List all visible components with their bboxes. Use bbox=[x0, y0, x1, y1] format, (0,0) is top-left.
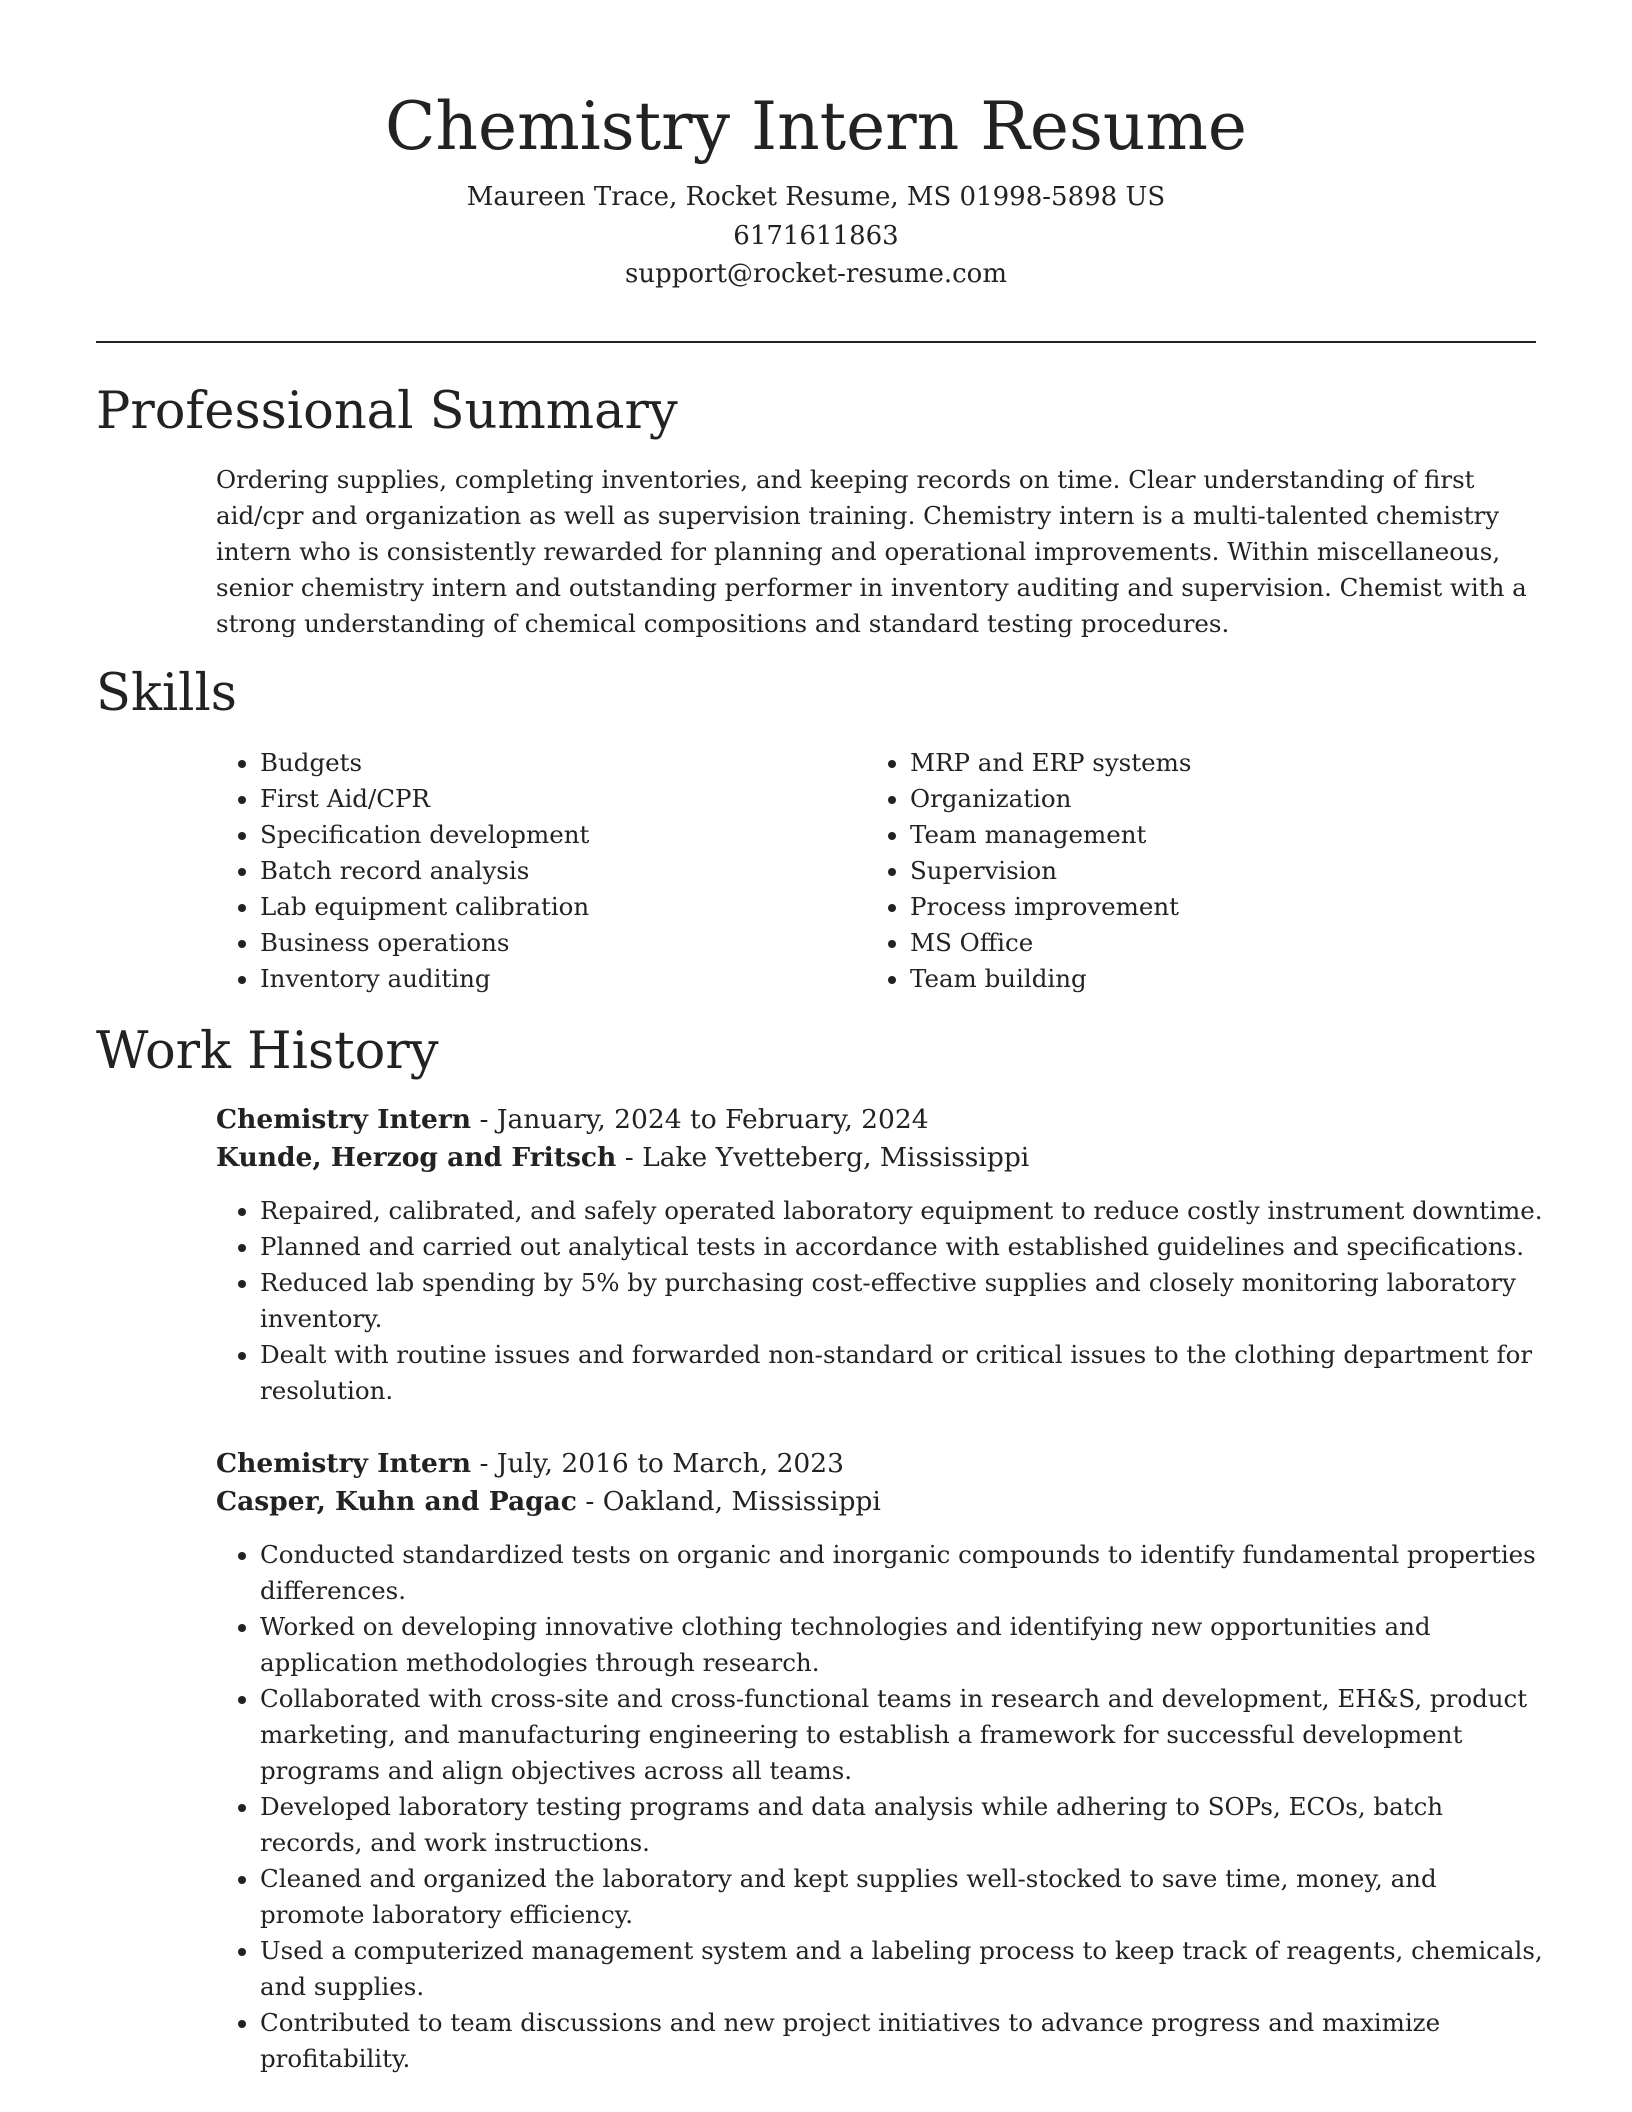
skill-item: • Specification development bbox=[260, 817, 866, 853]
job-company-line bbox=[216, 1139, 1546, 1177]
resume-header bbox=[0, 82, 1632, 294]
job-dates: - January, 2024 to February, 2024 bbox=[471, 1104, 929, 1135]
page-title: Chemistry Intern Resume bbox=[385, 88, 1247, 165]
job-bullet: • Reduced lab spending by 5% by purchasing cost-effective supplies and closely monitoring laboratory inventory. bbox=[260, 1265, 1546, 1337]
job-bullets bbox=[216, 1193, 1546, 1409]
job-bullet: • Cleaned and organized the laboratory and kept supplies well-stocked to save time, money, and promote laboratory efficiency. bbox=[260, 1861, 1546, 1933]
job-bullets bbox=[216, 1537, 1546, 2077]
job-company-line bbox=[216, 1483, 1546, 1521]
skill-item: • Supervision bbox=[910, 853, 1516, 889]
job-bullet: • Developed laboratory testing programs and data analysis while adhering to SOPs, ECOs, batch records, and work instructions. bbox=[260, 1789, 1546, 1861]
job-title-line bbox=[216, 1101, 1546, 1139]
job-location: - Oakland, Mississippi bbox=[576, 1486, 881, 1517]
skill-item: • Batch record analysis bbox=[260, 853, 866, 889]
job-bullet: • Worked on developing innovative clothing technologies and identifying new opportunities and application methodologies through research. bbox=[260, 1609, 1546, 1681]
job-bullet: • Dealt with routine issues and forwarded non-standard or critical issues to the clothing department for resolution. bbox=[260, 1337, 1546, 1409]
skills-column-left bbox=[216, 745, 866, 997]
job-company: Kunde, Herzog and Fritsch bbox=[216, 1142, 617, 1173]
job-dates: - July, 2016 to March, 2023 bbox=[471, 1448, 845, 1479]
contact-address: Maureen Trace, Rocket Resume, MS 01998-5898 US bbox=[466, 182, 1166, 212]
skill-item: • Team management bbox=[910, 817, 1516, 853]
skill-item: • Business operations bbox=[260, 925, 866, 961]
job-company: Casper, Kuhn and Pagac bbox=[216, 1486, 577, 1517]
job-bullet: • Used a computerized management system and a labeling process to keep track of reagents, chemicals, and supplies. bbox=[260, 1933, 1546, 2005]
skills-list bbox=[216, 745, 1536, 997]
skill-item: • Team building bbox=[910, 961, 1516, 997]
summary-heading: Professional Summary bbox=[96, 382, 678, 441]
work-history-heading: Work History bbox=[96, 1022, 439, 1081]
skill-item: • Lab equipment calibration bbox=[260, 889, 866, 925]
job-entry bbox=[216, 1445, 1546, 2077]
job-bullet: • Repaired, calibrated, and safely operated laboratory equipment to reduce costly instrument downtime. bbox=[260, 1193, 1546, 1229]
contact-email: support@rocket-resume.com bbox=[624, 259, 1007, 289]
job-bullet: • Collaborated with cross-site and cross-functional teams in research and development, EH&S, product marketing, and manufacturing engineering to establish a framework for successful development programs and align objectives across all teams. bbox=[260, 1681, 1546, 1789]
contact-info bbox=[0, 178, 1632, 294]
skills-column-right bbox=[866, 745, 1516, 997]
summary-text: Ordering supplies, completing inventories, and keeping records on time. Clear understanding of first aid/cpr and organization as well as supervision training. Chemistry intern is a multi-talented chemistry intern who is consistently rewarded for planning and operational improvements. Within miscellaneous, senior chemistry intern and outstanding performer in inventory auditing and supervision. Chemist with a strong understanding of chemical compositions and standard testing procedures. bbox=[216, 465, 1527, 638]
skill-item: • Process improvement bbox=[910, 889, 1516, 925]
job-bullet: • Planned and carried out analytical tests in accordance with established guidelines and specifications. bbox=[260, 1229, 1546, 1265]
job-title: Chemistry Intern bbox=[216, 1104, 472, 1135]
skill-item: • MS Office bbox=[910, 925, 1516, 961]
header-divider bbox=[96, 341, 1536, 343]
skill-item: • Budgets bbox=[260, 745, 866, 781]
job-title-line bbox=[216, 1445, 1546, 1483]
job-entry bbox=[216, 1101, 1546, 1409]
skill-item: • Organization bbox=[910, 781, 1516, 817]
skill-item: • Inventory auditing bbox=[260, 961, 866, 997]
skill-item: • First Aid/CPR bbox=[260, 781, 866, 817]
job-bullet: • Conducted standardized tests on organic and inorganic compounds to identify fundamental properties differences. bbox=[260, 1537, 1546, 1609]
job-bullet: • Contributed to team discussions and new project initiatives to advance progress and maximize profitability. bbox=[260, 2005, 1546, 2077]
job-title: Chemistry Intern bbox=[216, 1448, 472, 1479]
skills-heading: Skills bbox=[96, 664, 237, 723]
job-location: - Lake Yvetteberg, Mississippi bbox=[616, 1142, 1030, 1173]
contact-phone: 6171611863 bbox=[733, 220, 899, 251]
skill-item: • MRP and ERP systems bbox=[910, 745, 1516, 781]
